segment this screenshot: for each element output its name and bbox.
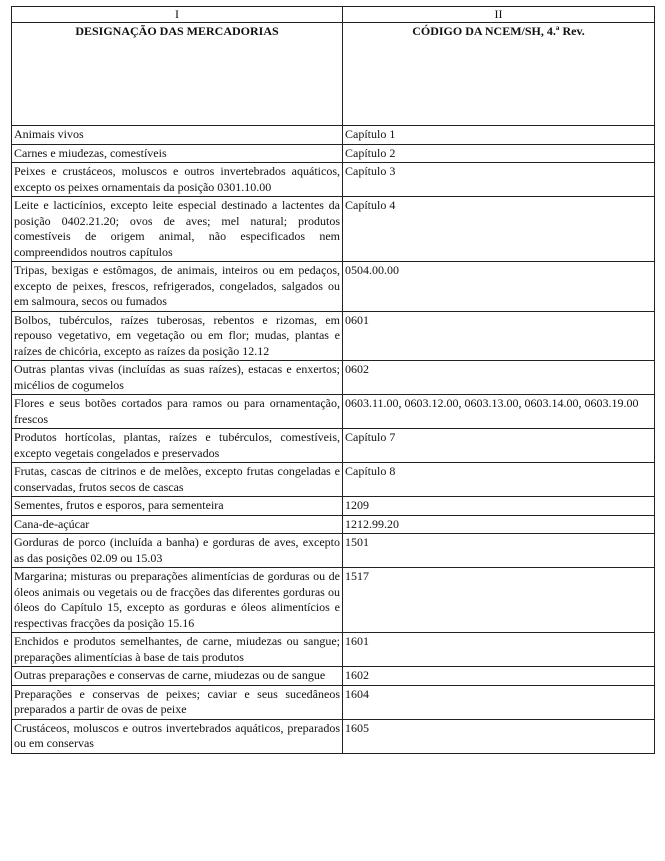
ncem-code: Capítulo 7: [343, 429, 655, 463]
ncem-code: Capítulo 8: [343, 463, 655, 497]
ncem-code: 0504.00.00: [343, 262, 655, 312]
goods-description: Flores e seus botões cortados para ramos ou para ornamentação, frescos: [12, 395, 343, 429]
goods-description: Crustáceos, moluscos e outros invertebrados aquáticos, preparados ou em conservas: [12, 719, 343, 753]
goods-description: Margarina; misturas ou preparações alimentícias de gorduras ou de óleos animais ou vegetais ou de fracções das diferentes gorduras ou óleos do Capítulo 15, excepto as gorduras e óleos alimentícios e respectivas fracções da posição 15.16: [12, 568, 343, 633]
header-row: [12, 23, 655, 126]
table-row: [12, 197, 655, 262]
ncem-code: 1602: [343, 667, 655, 686]
table-row: [12, 515, 655, 534]
ncem-code: 1501: [343, 534, 655, 568]
column-number-2: II: [343, 7, 655, 23]
table-row: [12, 429, 655, 463]
goods-description: Frutas, cascas de citrinos e de melões, excepto frutas congeladas e conservadas, frutos secos de cascas: [12, 463, 343, 497]
ncem-code: 0602: [343, 361, 655, 395]
column-number-1: I: [12, 7, 343, 23]
goods-description: Peixes e crustáceos, moluscos e outros invertebrados aquáticos, excepto os peixes ornamentais da posição 0301.10.00: [12, 163, 343, 197]
table-row: [12, 534, 655, 568]
goods-description: Gorduras de porco (incluída a banha) e gorduras de aves, excepto as das posições 02.09 ou 15.03: [12, 534, 343, 568]
header-code: CÓDIGO DA NCEM/SH, 4.ª Rev.: [343, 23, 655, 126]
table-body: [12, 126, 655, 754]
goods-description: Produtos hortícolas, plantas, raízes e tubérculos, comestíveis, excepto vegetais congelados e preservados: [12, 429, 343, 463]
table-row: [12, 463, 655, 497]
goods-description: Animais vivos: [12, 126, 343, 145]
table-row: [12, 262, 655, 312]
goods-description: Carnes e miudezas, comestíveis: [12, 144, 343, 163]
table-row: [12, 633, 655, 667]
ncem-code: Capítulo 4: [343, 197, 655, 262]
table-row: [12, 311, 655, 361]
table-row: [12, 144, 655, 163]
column-number-row: [12, 7, 655, 23]
goods-description: Bolbos, tubérculos, raízes tuberosas, rebentos e rizomas, em repouso vegetativo, em vegetação ou em flor; mudas, plantas e raízes de chicória, excepto as raízes da posição 12.12: [12, 311, 343, 361]
goods-description: Enchidos e produtos semelhantes, de carne, miudezas ou sangue; preparações alimentícias à base de tais produtos: [12, 633, 343, 667]
ncem-code: 1209: [343, 497, 655, 516]
header-designation: DESIGNAÇÃO DAS MERCADORIAS: [12, 23, 343, 126]
ncem-code: 1604: [343, 685, 655, 719]
goods-description: Cana-de-açúcar: [12, 515, 343, 534]
ncem-code: 1212.99.20: [343, 515, 655, 534]
goods-description: Outras plantas vivas (incluídas as suas raízes), estacas e enxertos; micélios de cogumelos: [12, 361, 343, 395]
ncem-code: 1601: [343, 633, 655, 667]
table-row: [12, 719, 655, 753]
table-row: [12, 163, 655, 197]
table-row: [12, 568, 655, 633]
goods-code-table: [11, 6, 655, 754]
ncem-code: Capítulo 2: [343, 144, 655, 163]
ncem-code: Capítulo 1: [343, 126, 655, 145]
goods-description: Leite e lacticínios, excepto leite especial destinado a lactentes da posição 0402.21.20; ovos de aves; mel natural; produtos comestíveis de origem animal, não especificados nem compreendidos noutros capítulos: [12, 197, 343, 262]
ncem-code: 0603.11.00, 0603.12.00, 0603.13.00, 0603.14.00, 0603.19.00: [343, 395, 655, 429]
ncem-code: 1605: [343, 719, 655, 753]
table-row: [12, 685, 655, 719]
goods-description: Tripas, bexigas e estômagos, de animais, inteiros ou em pedaços, excepto de peixes, frescos, refrigerados, congelados, salgados ou em salmoura, secos ou fumados: [12, 262, 343, 312]
ncem-code: 0601: [343, 311, 655, 361]
table-row: [12, 497, 655, 516]
ncem-code: 1517: [343, 568, 655, 633]
ncem-code: Capítulo 3: [343, 163, 655, 197]
goods-description: Preparações e conservas de peixes; caviar e seus sucedâneos preparados a partir de ovas de peixe: [12, 685, 343, 719]
table-row: [12, 361, 655, 395]
goods-description: Sementes, frutos e esporos, para sementeira: [12, 497, 343, 516]
goods-description: Outras preparações e conservas de carne, miudezas ou de sangue: [12, 667, 343, 686]
table-row: [12, 395, 655, 429]
table-row: [12, 667, 655, 686]
table-row: [12, 126, 655, 145]
